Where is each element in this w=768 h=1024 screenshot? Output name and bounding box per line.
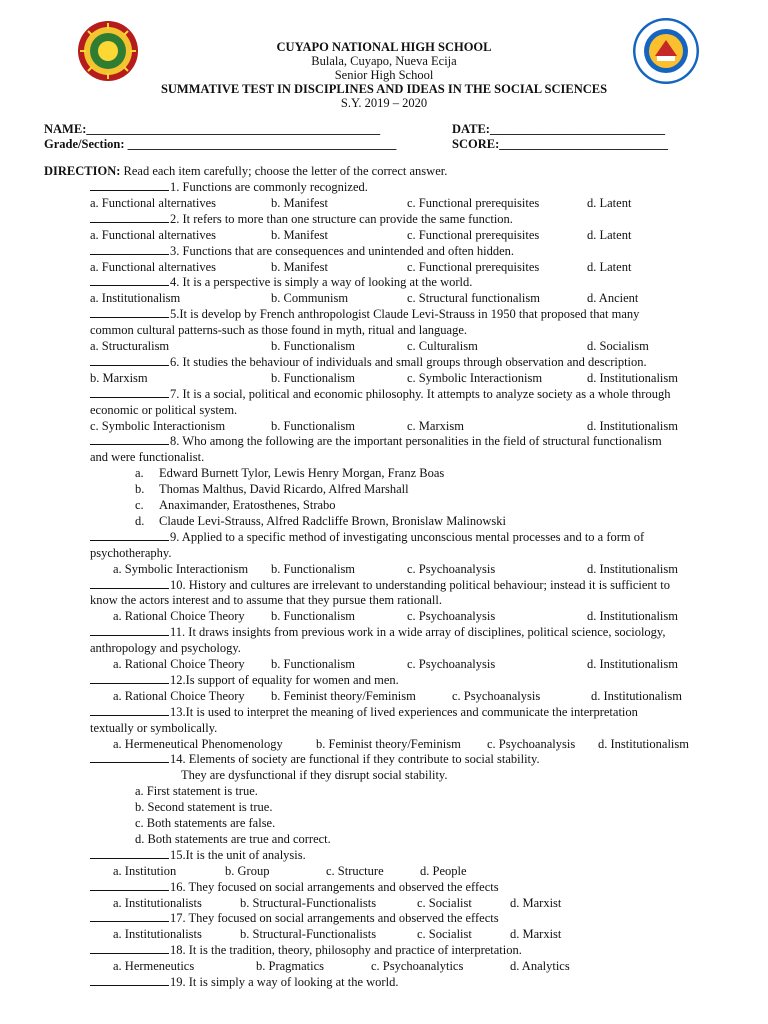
question-text: 11. It draws insights from previous work in a wide array of disciplines, political science, sociology, <box>170 625 666 640</box>
name-field[interactable]: NAME:_______________________________________________ <box>44 122 381 136</box>
answer-choice: d. Latent <box>587 195 632 210</box>
answer-blank[interactable] <box>90 212 169 223</box>
answer-choice: c. Functional prerequisites <box>407 195 540 210</box>
school-address: Bulala, Cuyapo, Nueva Ecija <box>311 54 457 68</box>
question-text: 8. Who among the following are the important personalities in the field of structural functionalism <box>170 434 662 449</box>
school-year: S.Y. 2019 – 2020 <box>340 96 428 110</box>
question-text: 14. Elements of society are functional if they contribute to social stability. <box>170 752 540 767</box>
answer-choice: d. Analytics <box>510 959 570 974</box>
answer-choice: d. Institutionalism <box>587 561 678 576</box>
question-item <box>90 530 644 545</box>
answer-choice: b. Structural-Functionalists <box>240 895 377 910</box>
answer-choice: d. Socialism <box>587 339 649 353</box>
question-item <box>90 244 514 259</box>
choice-letter: c. <box>135 498 144 512</box>
question-item <box>90 705 638 720</box>
answer-blank[interactable] <box>90 673 169 684</box>
question-text: 9. Applied to a specific method of investigating unconscious mental processes and to a form of <box>170 529 645 544</box>
question-text-continued: economic or political system. <box>90 402 238 417</box>
answer-choice: d. Latent <box>587 259 632 274</box>
answer-choice: b. Functionalism <box>271 418 356 433</box>
question-text: 17. They focused on social arrangements and observed the effects <box>170 911 499 926</box>
answer-choice: d. Institutionalism <box>587 657 678 671</box>
answer-choice: b. Feminist theory/Feminism <box>271 688 416 703</box>
answer-blank[interactable] <box>90 880 169 891</box>
answer-choice: b. Functionalism <box>271 370 356 385</box>
answer-blank[interactable] <box>90 848 169 859</box>
score-field[interactable]: SCORE:___________________________ <box>452 137 668 151</box>
answer-choice: d. Marxist <box>510 895 562 910</box>
question-text-continued: common cultural patterns-such as those found in myth, ritual and language. <box>90 323 467 338</box>
answer-blank[interactable] <box>90 625 169 636</box>
answer-choice: b. Structural-Functionalists <box>240 927 377 942</box>
question-item <box>90 943 522 958</box>
answer-choice: a. Hermeneutical Phenomenology <box>113 736 283 751</box>
direction-text: Read each item carefully; choose the letter of the correct answer. <box>120 164 448 178</box>
answer-choice: d. Institutionalism <box>587 370 678 385</box>
answer-choice: d. Institutionalism <box>598 736 689 751</box>
question-text: 7. It is a social, political and economic philosophy. It attempts to analyze society as a whole through <box>170 386 671 401</box>
question-item <box>90 307 639 322</box>
answer-choice: d. Institutionalism <box>587 418 678 433</box>
answer-blank[interactable] <box>90 975 169 986</box>
answer-blank[interactable] <box>90 387 169 398</box>
question-item <box>90 848 306 863</box>
answer-choice: b. Group <box>225 863 270 878</box>
question-text: 18. It is the tradition, theory, philosophy and practice of interpretation. <box>170 943 522 958</box>
question-text: 19. It is simply a way of looking at the world. <box>170 975 399 989</box>
answer-choice: a. Functional alternatives <box>90 227 217 242</box>
answer-choice: a. Institutionalists <box>113 895 202 910</box>
question-item <box>90 578 670 593</box>
answer-blank[interactable] <box>90 434 169 445</box>
answer-blank[interactable] <box>90 307 169 318</box>
answer-choice: c. Marxism <box>407 418 464 433</box>
direction-label: DIRECTION: <box>44 164 121 178</box>
answer-choice: c. Symbolic Interactionism <box>407 370 543 385</box>
answer-choice: b. Manifest <box>271 227 328 242</box>
question-text: 2. It refers to more than one structure can provide the same function. <box>170 211 513 226</box>
question-text-continued: textually or symbolically. <box>90 720 218 735</box>
answer-blank[interactable] <box>90 705 169 716</box>
answer-choice: b. Functionalism <box>271 561 356 576</box>
question-item <box>90 975 398 990</box>
question-text-continued: know the actors interest and to assume that they pursue them rationall. <box>90 593 442 608</box>
question-text: 16. They focused on social arrangements and observed the effects <box>170 879 499 894</box>
question-text: 12.Is support of equality for women and men. <box>170 672 399 687</box>
answer-choice: b. Manifest <box>271 195 328 210</box>
answer-choice: Edward Burnett Tylor, Lewis Henry Morgan, Franz Boas <box>159 466 445 481</box>
question-text: 3. Functions that are consequences and unintended and often hidden. <box>170 243 515 258</box>
question-item <box>90 911 499 926</box>
answer-choice: a. Institutionalists <box>113 927 202 942</box>
answer-choice: a. Functional alternatives <box>90 195 217 210</box>
answer-choice: a. Institutionalism <box>90 291 181 306</box>
question-text-continued: anthropology and psychology. <box>90 641 241 656</box>
grade-section-field[interactable]: Grade/Section: ___________________________________________ <box>44 137 397 151</box>
question-item <box>90 212 513 227</box>
test-title: SUMMATIVE TEST IN DISCIPLINES AND IDEAS IN THE SOCIAL SCIENCES <box>160 82 608 96</box>
answer-choice: c. Psychoanalysis <box>407 657 496 671</box>
answer-choice: c. Socialist <box>417 895 472 910</box>
date-field[interactable]: DATE:____________________________ <box>452 122 665 136</box>
answer-choice: d. Institutionalism <box>587 609 678 624</box>
question-item <box>90 275 472 290</box>
question-item <box>90 180 368 195</box>
answer-choice: c. Functional prerequisites <box>407 259 540 274</box>
answer-choice: c. Psychoanalysis <box>452 688 541 703</box>
answer-choice: b. Feminist theory/Feminism <box>316 736 461 751</box>
answer-choice: Thomas Malthus, David Ricardo, Alfred Marshall <box>159 482 409 497</box>
question-item <box>90 673 399 688</box>
answer-choice: b. Functionalism <box>271 339 356 353</box>
answer-choice: b. Functionalism <box>271 657 356 671</box>
question-text: 1. Functions are commonly recognized. <box>170 180 368 194</box>
answer-choice: b. Manifest <box>271 259 328 274</box>
answer-choice: c. Functional prerequisites <box>407 227 540 242</box>
answer-choice: Claude Levi-Strauss, Alfred Radcliffe Brown, Bronislaw Malinowski <box>159 513 506 528</box>
answer-choice: b. Communism <box>271 291 349 306</box>
choice-letter: d. <box>135 513 145 528</box>
question-text: 15.It is the unit of analysis. <box>170 847 306 862</box>
question-item <box>90 387 670 402</box>
direction <box>44 164 447 179</box>
question-text: 10. History and cultures are irrelevant to understanding political behaviour; instead it is sufficient to <box>170 577 670 592</box>
answer-choice: a. First statement is true. <box>135 784 258 799</box>
question-text: 4. It is a perspective is simply a way of looking at the world. <box>170 275 473 290</box>
answer-choice: b. Second statement is true. <box>135 800 273 815</box>
answer-choice: c. Psychoanalysis <box>407 609 496 624</box>
question-item <box>90 355 647 370</box>
answer-choice: c. Psychoanalysis <box>487 736 576 751</box>
answer-choice: a. Institution <box>113 863 177 878</box>
answer-choice: c. Socialist <box>417 927 472 942</box>
answer-choice: d. Institutionalism <box>591 688 682 703</box>
question-item <box>90 880 499 895</box>
answer-choice: c. Psychoanalysis <box>407 561 496 576</box>
answer-choice: d. Ancient <box>587 291 639 306</box>
answer-blank[interactable] <box>90 752 169 763</box>
answer-choice: a. Hermeneutics <box>113 959 195 974</box>
answer-choice: a. Symbolic Interactionism <box>113 561 249 576</box>
question-text: 6. It studies the behaviour of individuals and small groups through observation and description. <box>170 354 647 369</box>
answer-choice: c. Symbolic Interactionism <box>90 418 226 433</box>
answer-choice: d. People <box>420 863 467 878</box>
question-item <box>90 625 666 640</box>
answer-choice: a. Rational Choice Theory <box>113 657 245 671</box>
answer-blank[interactable] <box>90 943 169 954</box>
answer-choice: c. Culturalism <box>407 339 478 353</box>
question-text: 13.It is used to interpret the meaning of lived experiences and communicate the interpretation <box>170 704 638 719</box>
question-item <box>90 752 540 767</box>
answer-choice: b. Marxism <box>90 370 148 385</box>
answer-choice: c. Structural functionalism <box>407 291 540 306</box>
answer-blank[interactable] <box>90 180 169 191</box>
answer-choice: Anaximander, Eratosthenes, Strabo <box>159 498 336 512</box>
answer-choice: a. Structuralism <box>90 339 170 353</box>
answer-choice: b. Pragmatics <box>256 959 325 974</box>
school-level: Senior High School <box>334 68 434 82</box>
answer-choice: c. Both statements are false. <box>135 816 276 830</box>
answer-choice: d. Latent <box>587 227 632 242</box>
answer-blank[interactable] <box>90 275 169 286</box>
answer-blank[interactable] <box>90 530 169 541</box>
question-text-continued: and were functionalist. <box>90 450 205 465</box>
question-text-continued: psychotheraphy. <box>90 545 172 560</box>
answer-choice: c. Structure <box>326 863 384 878</box>
answer-choice: c. Psychoanalytics <box>371 959 464 974</box>
answer-choice: d. Marxist <box>510 927 562 942</box>
answer-choice: a. Rational Choice Theory <box>113 688 245 703</box>
answer-choice: b. Functionalism <box>271 609 356 624</box>
answer-choice: a. Functional alternatives <box>90 259 217 274</box>
answer-blank[interactable] <box>90 911 169 922</box>
school-name: CUYAPO NATIONAL HIGH SCHOOL <box>276 40 492 54</box>
question-text: 5.It is develop by French anthropologist Claude Levi-Strauss in 1950 that proposed that many <box>170 307 640 322</box>
answer-blank[interactable] <box>90 578 169 589</box>
answer-choice: d. Both statements are true and correct. <box>135 831 331 846</box>
answer-blank[interactable] <box>90 355 169 366</box>
answer-blank[interactable] <box>90 244 169 255</box>
question-item <box>90 434 662 449</box>
answer-choice: a. Rational Choice Theory <box>113 609 245 624</box>
question-text-continued: They are dysfunctional if they disrupt social stability. <box>181 768 448 783</box>
choice-letter: a. <box>135 466 144 481</box>
choice-letter: b. <box>135 482 145 497</box>
